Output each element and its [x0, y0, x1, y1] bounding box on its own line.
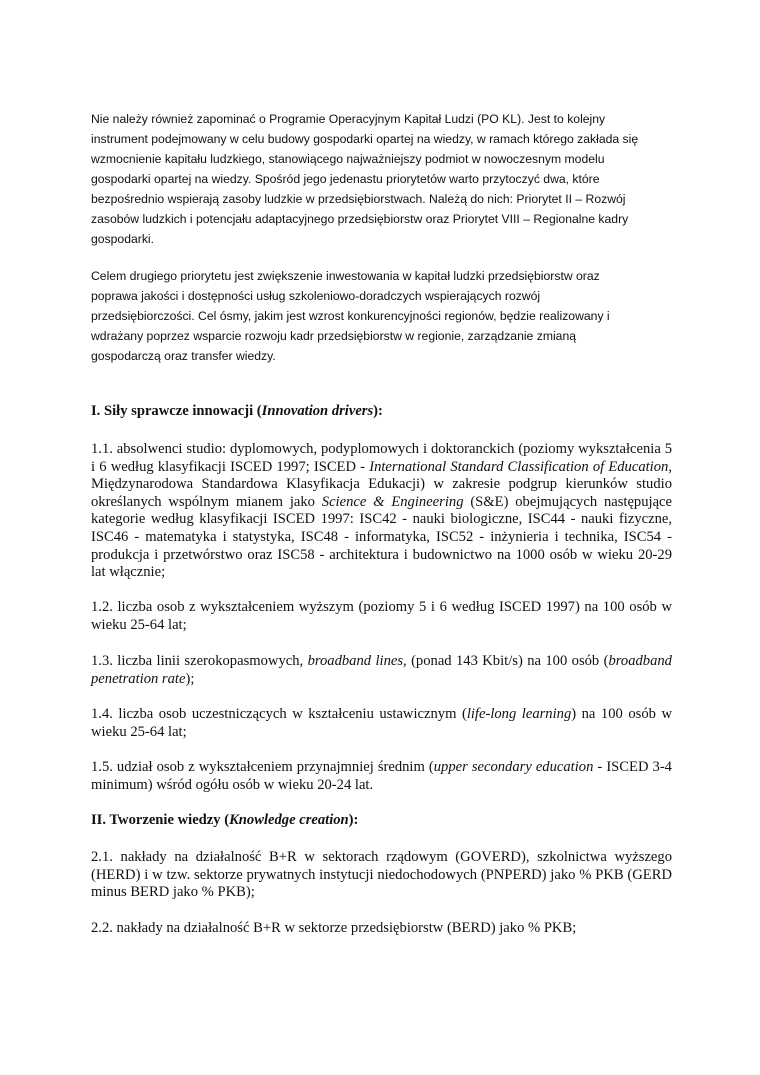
intro-paragraph-2: Celem drugiego priorytetu jest zwiększenie inwestowania w kapitał ludzki przedsiębiorstw oraz poprawa jakości i dostępności usług szkoleniowo-doradczych wspierających rozwój przedsiębiorczości. Cel ósmy, jakim jest wzrost konkurencyjności regionów, będzie realizowany i wdrażany poprzez wsparcie rozwoju kadr przedsiębiorstw w regionie, zarządzanie zmianą gospodarczą oraz transfer wiedzy.	[91, 269, 610, 363]
list-item-1-5: 1.5. udział osob z wykształceniem przynajmniej średnim (upper secondary education - ISCED 3-4 minimum) wśród ogółu osób w wieku 20-24 lat.	[91, 759, 672, 793]
list-item-2-2: 2.2. nakłady na działalność B+R w sektorze przedsiębiorstw (BERD) jako % PKB;	[91, 920, 577, 936]
intro-paragraph-1: Nie należy również zapominać o Programie Operacyjnym Kapitał Ludzi (PO KL). Jest to kolejny instrument podejmowany w celu budowy gospodarki opartej na wiedzy, w ramach którego zakłada się wzmocnienie kapitału ludzkiego, stanowiącego najważniejszy podmiot w nowoczesnym modelu gospodarki opartej na wiedzy. Spośród jego jedenastu priorytetów warto przytoczyć dwa, które bezpośrednio wspierają zasoby ludzkie w przedsiębiorstwach. Należą do nich: Priorytet II – Rozwój zasobów ludzkich i potencjału adaptacyjnego przedsiębiorstw oraz Priorytet VIII – Regionalne kadry gospodarki.	[91, 112, 639, 246]
list-item-1-3: 1.3. liczba linii szerokopasmowych, broadband lines, (ponad 143 Kbit/s) na 100 osób (broadband penetration rate);	[91, 653, 672, 687]
list-item-1-1: 1.1. absolwenci studio: dyplomowych, podyplomowych i doktoranckich (poziomy wykształcenia 5 i 6 według klasyfikacji ISCED 1997; ISCED - International Standard Classification of Education, Międzynarodowa Standardowa Klasyfikacja Edukacji) w zakresie podgrup kierunków studio określanych wspólnym mianem jako Science & Engineering (S&E) obejmujących następujące kategorie według klasyfikacji ISCED 1997: ISC42 - nauki biologiczne, ISC44 - nauki fizyczne, ISC46 - matematyka i statystyka, ISC48 - informatyka, ISC52 - inżynieria i technika, ISC54 - produkcja i przetwórstwo oraz ISC58 - architektura i budownictwo na 1000 osób w wieku 20-29 lat włącznie;	[91, 441, 673, 581]
list-item-1-4: 1.4. liczba osob uczestniczących w kształceniu ustawicznym (life-long learning) na 100 osób w wieku 25-64 lat;	[91, 706, 672, 740]
list-item-1-2: 1.2. liczba osob z wykształceniem wyższym (poziomy 5 i 6 według ISCED 1997) na 100 osób w wieku 25-64 lat;	[91, 599, 672, 633]
section-2	[91, 812, 672, 830]
section-1-heading: I. Siły sprawcze innowacji (Innovation drivers):	[91, 403, 383, 419]
intro-text	[91, 109, 639, 249]
intro-text-2	[91, 266, 639, 366]
section-2-heading: II. Tworzenie wiedzy (Knowledge creation):	[91, 812, 359, 828]
section-1	[91, 403, 672, 421]
list-item-2-1: 2.1. nakłady na działalność B+R w sektorach rządowym (GOVERD), szkolnictwa wyższego (HERD) i w tzw. sektorze prywatnych instytucji niedochodowych (PNPERD) jako % PKB (GERD minus BERD jako % PKB);	[91, 849, 672, 901]
